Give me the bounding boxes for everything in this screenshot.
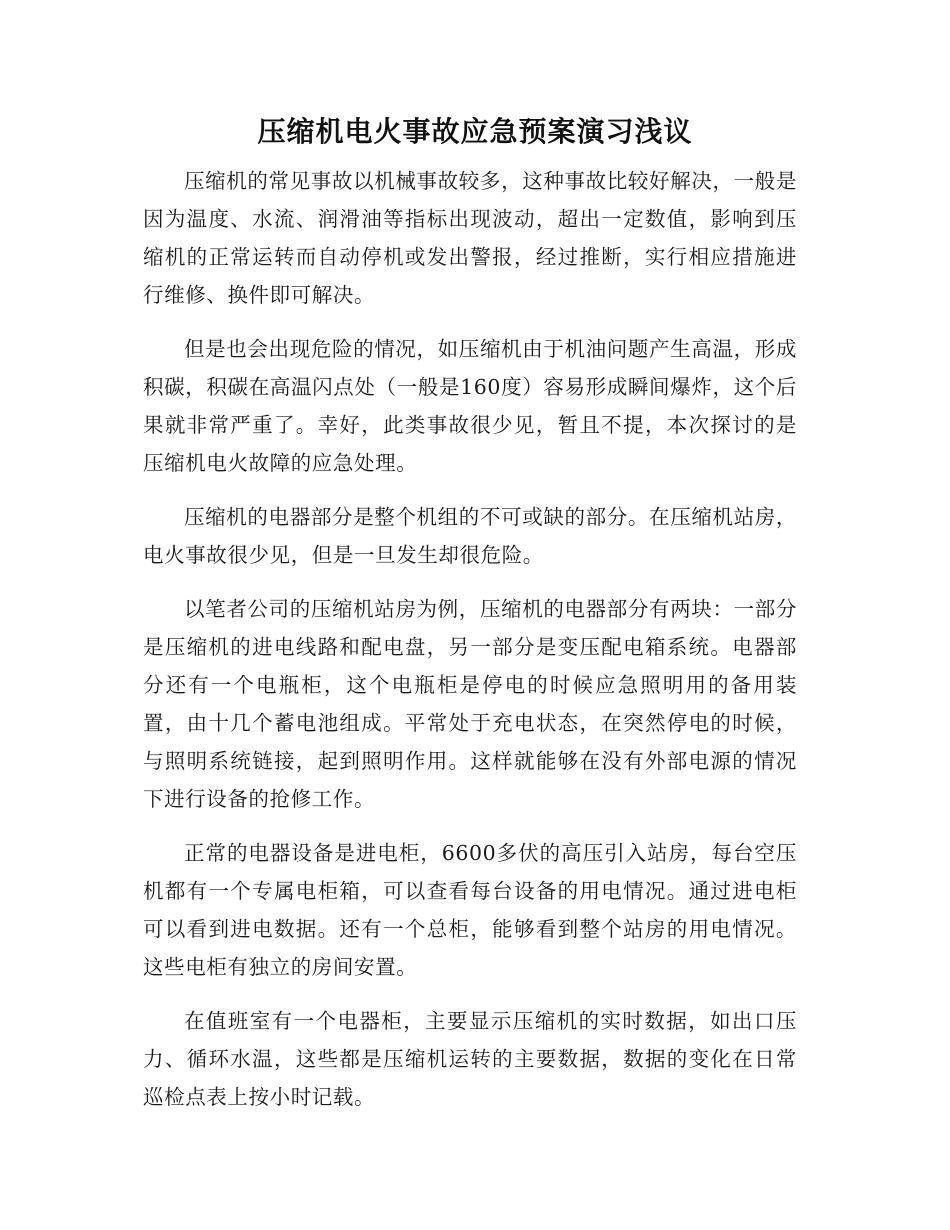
- paragraph: 压缩机的电器部分是整个机组的不可或缺的部分。在压缩机站房，电火事故很少见，但是一旦发生却很危险。: [143, 505, 797, 567]
- paragraph: 正常的电器设备是进电柜，6600多伏的高压引入站房，每台空压机都有一个专属电柜箱，可以查看每台设备的用电情况。通过进电柜可以看到进电数据。还有一个总柜，能够看到整个站房的用电情况。这些电柜有独立的房间安置。: [143, 841, 797, 979]
- paragraph: 但是也会出现危险的情况，如压缩机由于机油问题产生高温，形成积碳，积碳在高温闪点处（一般是160度）容易形成瞬间爆炸，这个后果就非常严重了。幸好，此类事故很少见，暂且不提，本次探讨的是压缩机电火故障的应急处理。: [143, 337, 797, 475]
- paragraph: 以笔者公司的压缩机站房为例，压缩机的电器部分有两块：一部分是压缩机的进电线路和配电盘，另一部分是变压配电箱系统。电器部分还有一个电瓶柜，这个电瓶柜是停电的时候应急照明用的备用装置，由十几个蓄电池组成。平常处于充电状态，在突然停电的时候，与照明系统链接，起到照明作用。这样就能够在没有外部电源的情况下进行设备的抢修工作。: [143, 597, 797, 811]
- document-body: [143, 162, 797, 1132]
- paragraph: 在值班室有一个电器柜，主要显示压缩机的实时数据，如出口压力、循环水温，这些都是压缩机运转的主要数据，数据的变化在日常巡检点表上按小时记载。: [143, 1009, 797, 1109]
- document-title: 压缩机电火事故应急预案演习浅议: [257, 115, 693, 148]
- paragraph: 压缩机的常见事故以机械事故较多，这种事故比较好解决，一般是因为温度、水流、润滑油等指标出现波动，超出一定数值，影响到压缩机的正常运转而自动停机或发出警报，经过推断，实行相应措施进行维修、换件即可解决。: [143, 169, 797, 307]
